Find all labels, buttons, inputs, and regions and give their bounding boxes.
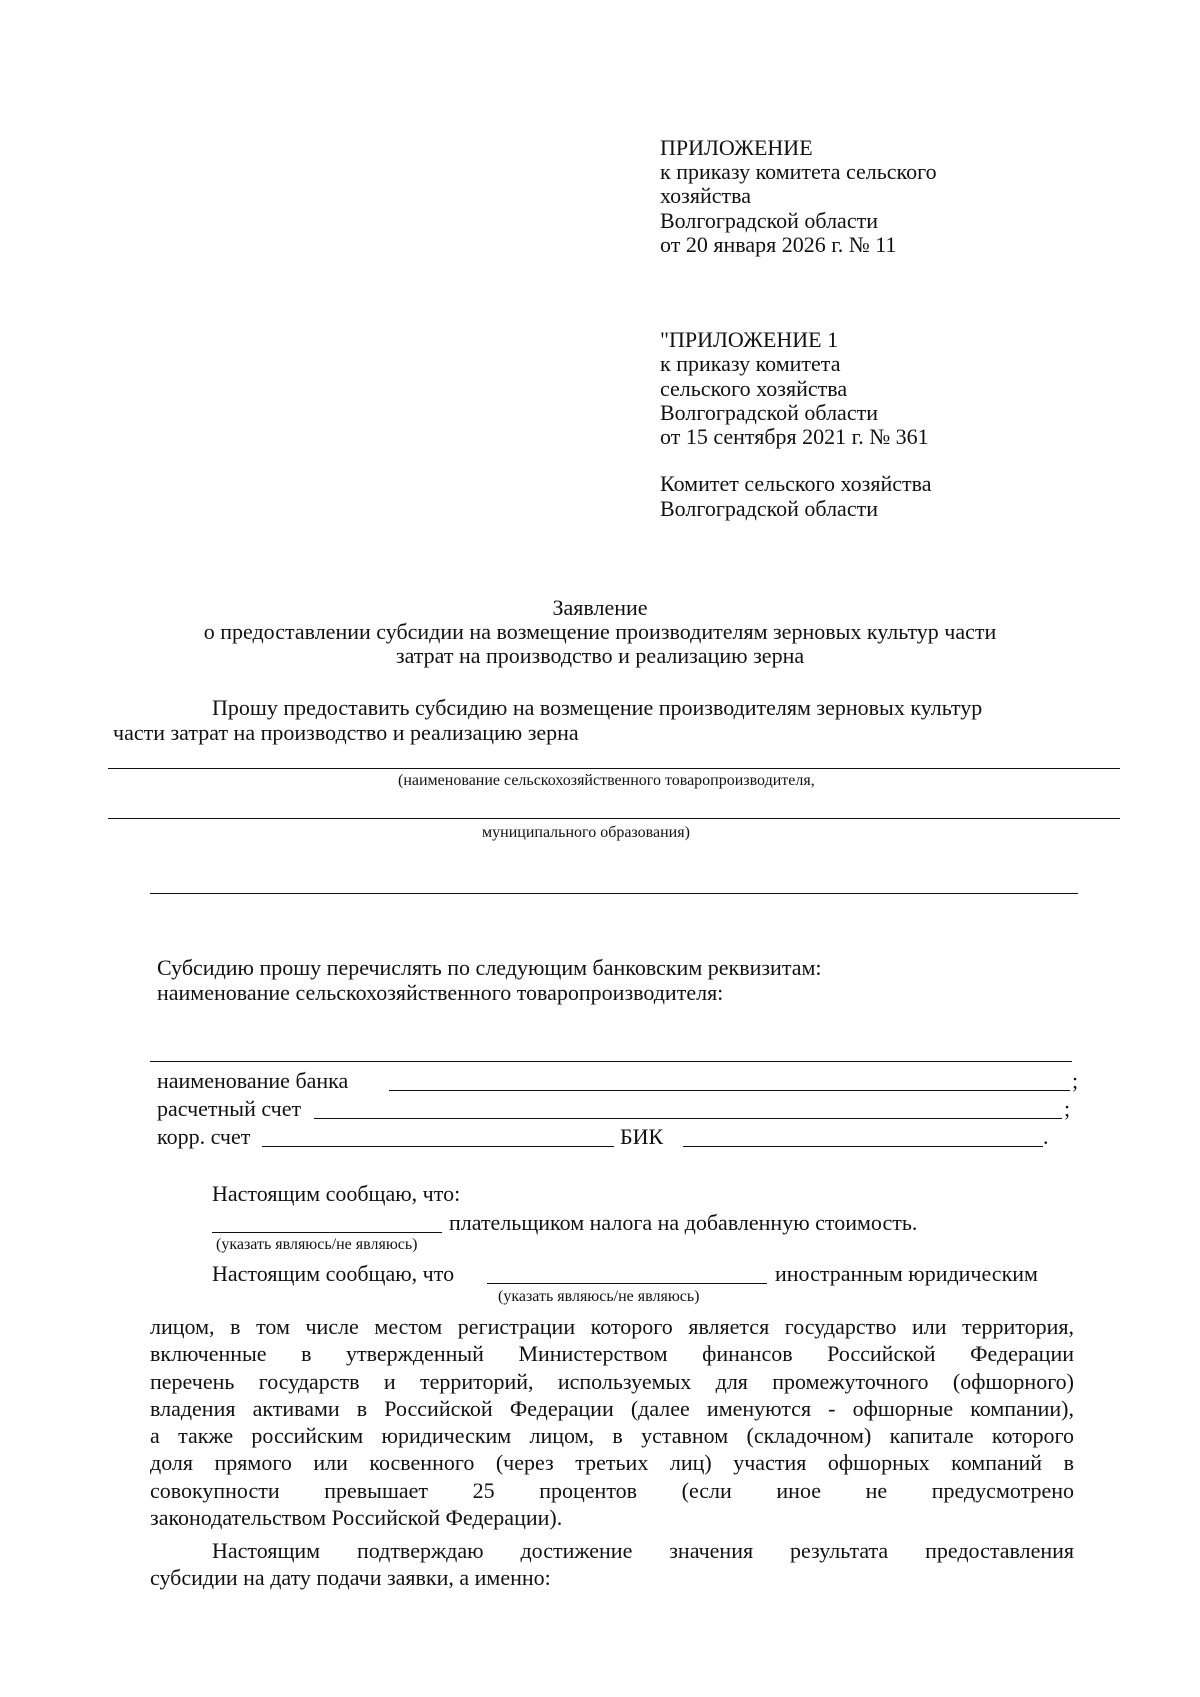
appendix1-title: "ПРИЛОЖЕНИЕ 1 bbox=[660, 327, 839, 352]
applicant-name-line[interactable] bbox=[108, 768, 1120, 769]
offshore-paragraph bbox=[150, 1313, 1074, 1531]
bank-intro: наименование сельскохозяйственного товаропроизводителя: bbox=[157, 980, 724, 1005]
separator: . bbox=[1043, 1124, 1049, 1149]
municipality-line[interactable] bbox=[108, 818, 1120, 819]
confirm-paragraph bbox=[150, 1537, 1074, 1592]
corr-account-line[interactable] bbox=[262, 1146, 614, 1147]
request-text: Прошу предоставить субсидию на возмещение производителям зерновых культур bbox=[212, 695, 983, 720]
separator: ; bbox=[1064, 1096, 1071, 1121]
paragraph-line: владения активами в Российской Федерации (далее именуются - офшорные компании), bbox=[150, 1395, 1074, 1421]
producer-name-line[interactable] bbox=[150, 1061, 1072, 1062]
vat-text: плательщиком налога на добавленную стоимость. bbox=[449, 1210, 918, 1235]
paragraph-line: доля прямого или косвенного (через третьих лиц) участия офшорных компаний в bbox=[150, 1450, 1074, 1476]
corr-account-label: корр. счет bbox=[157, 1124, 251, 1149]
document-subtitle: о предоставлении субсидии на возмещение производителям зерновых культур части bbox=[203, 619, 997, 644]
appendix1-line: Волгоградской области bbox=[660, 400, 878, 425]
paragraph-line: а также российским юридическим лицом, в уставном (складочном) капитале которого bbox=[150, 1423, 1074, 1449]
addressee: Комитет сельского хозяйства bbox=[660, 471, 932, 496]
document-subtitle: затрат на производство и реализацию зерна bbox=[395, 643, 805, 668]
appendix-title: ПРИЛОЖЕНИЕ bbox=[660, 135, 813, 160]
document-title: Заявление bbox=[552, 595, 648, 620]
municipality-hint: муниципального образования) bbox=[482, 824, 690, 841]
appendix-line: Волгоградской области bbox=[660, 208, 878, 233]
addressee: Волгоградской области bbox=[660, 496, 878, 521]
appendix1-line: к приказу комитета bbox=[660, 351, 841, 376]
paragraph-line: Настоящим подтверждаю достижение значения результата предоставления bbox=[212, 1538, 1074, 1563]
account-line[interactable] bbox=[314, 1118, 1062, 1119]
foreign-intro: Настоящим сообщаю, что bbox=[212, 1261, 455, 1286]
appendix1-line: сельского хозяйства bbox=[660, 376, 848, 401]
applicant-hint: (наименование сельскохозяйственного товаропроизводителя, bbox=[398, 772, 815, 789]
paragraph-line: лицом, в том числе местом регистрации которого является государство или территория, bbox=[150, 1314, 1074, 1339]
paragraph-line: совокупности превышает 25 процентов (если иное не предусмотрено bbox=[150, 1477, 1074, 1503]
appendix-date: от 20 января 2026 г. № 11 bbox=[660, 232, 897, 257]
separator: ; bbox=[1072, 1068, 1079, 1093]
appendix-line: хозяйства bbox=[660, 183, 751, 208]
vat-hint: (указать являюсь/не являюсь) bbox=[216, 1236, 418, 1253]
foreign-status-line[interactable] bbox=[487, 1283, 767, 1284]
account-label: расчетный счет bbox=[157, 1096, 302, 1121]
paragraph-line: перечень государств и территорий, используемых для промежуточного (офшорного) bbox=[150, 1368, 1074, 1394]
bank-intro: Субсидию прошу перечислять по следующим банковским реквизитам: bbox=[157, 955, 822, 980]
request-text: части затрат на производство и реализацию зерна bbox=[113, 720, 579, 745]
paragraph-line: включенные в утвержденный Министерством финансов Российской Федерации bbox=[150, 1341, 1074, 1367]
appendix1-date: от 15 сентября 2021 г. № 361 bbox=[660, 424, 929, 449]
vat-status-line[interactable] bbox=[212, 1232, 442, 1233]
appendix-line: к приказу комитета сельского bbox=[660, 159, 937, 184]
paragraph-line: субсидии на дату подачи заявки, а именно: bbox=[150, 1565, 551, 1591]
blank-line[interactable] bbox=[150, 893, 1078, 894]
bank-name-label: наименование банка bbox=[157, 1068, 349, 1093]
foreign-hint: (указать являюсь/не являюсь) bbox=[498, 1288, 700, 1305]
foreign-text: иностранным юридическим bbox=[775, 1261, 1038, 1286]
paragraph-line: законодательством Российской Федерации). bbox=[150, 1505, 563, 1531]
bik-label: БИК bbox=[620, 1124, 664, 1149]
vat-intro: Настоящим сообщаю, что: bbox=[212, 1181, 461, 1206]
bank-name-line[interactable] bbox=[389, 1090, 1070, 1091]
bik-line[interactable] bbox=[683, 1146, 1043, 1147]
